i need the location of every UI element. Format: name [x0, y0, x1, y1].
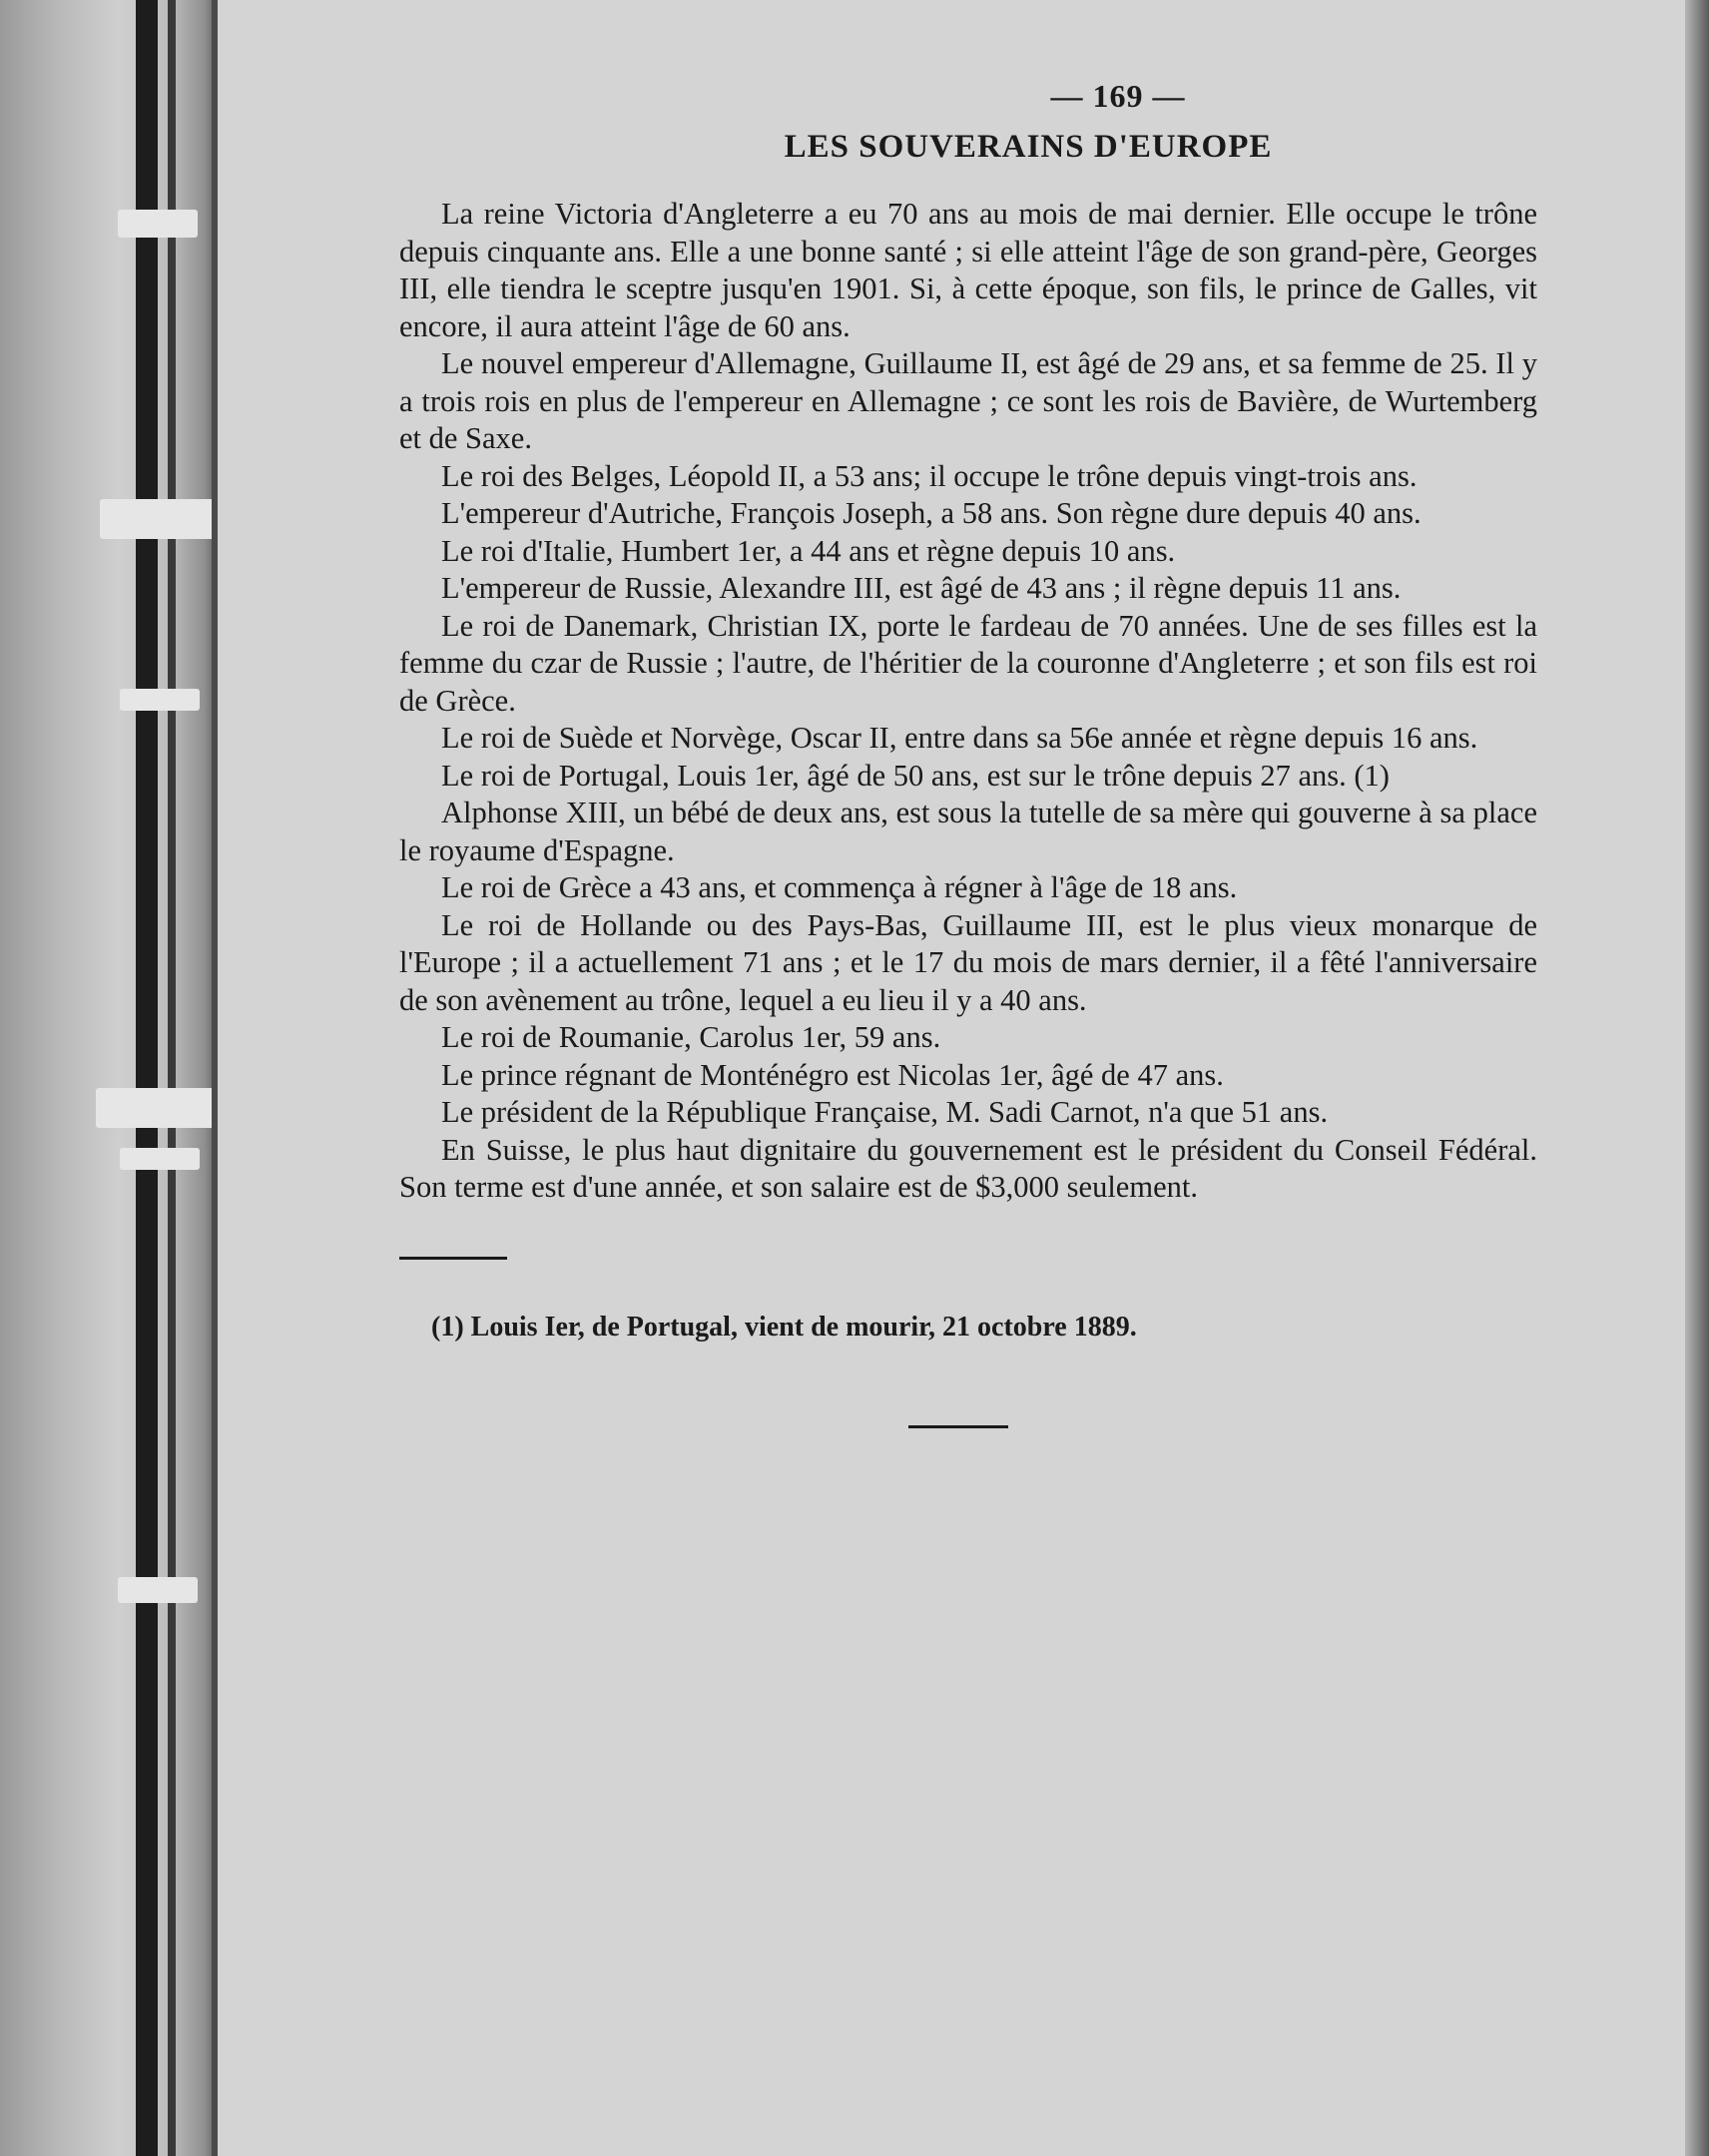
footnote: (1) Louis Ier, de Portugal, vient de mourir, 21 octobre 1889.: [431, 1311, 1137, 1343]
paragraph: Le prince régnant de Monténégro est Nicolas 1er, âgé de 47 ans.: [441, 1057, 1224, 1092]
paragraph: Le roi d'Italie, Humbert 1er, a 44 ans et règne depuis 10 ans.: [441, 533, 1176, 568]
paragraph: Le roi de Portugal, Louis 1er, âgé de 50 ans, est sur le trône depuis 27 ans. (1): [441, 758, 1390, 793]
paragraph: Le roi des Belges, Léopold II, a 53 ans; il occupe le trône depuis vingt-trois ans.: [441, 458, 1418, 493]
paragraph: Le roi de Suède et Norvège, Oscar II, entre dans sa 56e année et règne depuis 16 ans.: [441, 721, 1478, 755]
paragraph: Le roi de Grèce a 43 ans, et commença à régner à l'âge de 18 ans.: [441, 870, 1238, 904]
page-edge: [1685, 0, 1709, 2156]
page-content: [399, 78, 1537, 1428]
binding-stitch: [120, 689, 200, 711]
binding-thread: [168, 0, 176, 2156]
page-number: — 169 —: [1050, 78, 1186, 114]
binding-stitch: [120, 1148, 200, 1170]
binding-spine: [136, 0, 158, 2156]
page-title: LES SOUVERAINS D'EUROPE: [784, 129, 1273, 165]
book-binding: [0, 0, 215, 2156]
paragraph: L'empereur de Russie, Alexandre III, est âgé de 43 ans ; il règne depuis 11 ans.: [441, 571, 1402, 605]
binding-stitch: [118, 1577, 198, 1603]
paragraph: Alphonse XIII, un bébé de deux ans, est sous la tutelle de sa mère qui gouverne à sa place le royaume d'Espagne.: [399, 796, 1537, 867]
footnote-separator: [399, 1257, 507, 1260]
binding-stitch: [100, 499, 220, 539]
paragraph: Le roi de Roumanie, Carolus 1er, 59 ans.: [441, 1020, 941, 1054]
paragraph: Le nouvel empereur d'Allemagne, Guillaume II, est âgé de 29 ans, et sa femme de 25. Il y a trois rois en plus de l'empereur en Allemagne ; ce sont les rois de Bavière, de Wurtemberg et de Saxe.: [399, 346, 1537, 455]
paragraph: Le roi de Danemark, Christian IX, porte le fardeau de 70 années. Une de ses filles est la femme du czar de Russie ; l'autre, de l'héritier de la couronne d'Angleterre ; et son fils est roi de Grèce.: [399, 608, 1537, 718]
paragraph: Le roi de Hollande ou des Pays-Bas, Guillaume III, est le plus vieux monarque de l'Europe ; il a actuellement 71 ans ; et le 17 du mois de mars dernier, il a fêté l'anniversaire de son avènement au trône, lequel a eu lieu il y a 40 ans.: [399, 907, 1537, 1017]
paragraph: Le président de la République Française, M. Sadi Carnot, n'a que 51 ans.: [441, 1095, 1329, 1129]
paragraph: L'empereur d'Autriche, François Joseph, a 58 ans. Son règne dure depuis 40 ans.: [441, 496, 1422, 530]
end-ornament-rule: [908, 1425, 1008, 1428]
paragraph: En Suisse, le plus haut dignitaire du gouvernement est le président du Conseil Fédéral. Son terme est d'une année, et son salaire est de $3,000 seulement.: [399, 1132, 1537, 1204]
paragraph: La reine Victoria d'Angleterre a eu 70 ans au mois de mai dernier. Elle occupe le trône depuis cinquante ans. Elle a une bonne santé ; si elle atteint l'âge de son grand-père, Georges III, elle tiendra le sceptre jusqu'en 1901. Si, à cette époque, son fils, le prince de Galles, vit encore, il aura atteint l'âge de 60 ans.: [399, 197, 1537, 343]
binding-stitch: [118, 210, 198, 238]
